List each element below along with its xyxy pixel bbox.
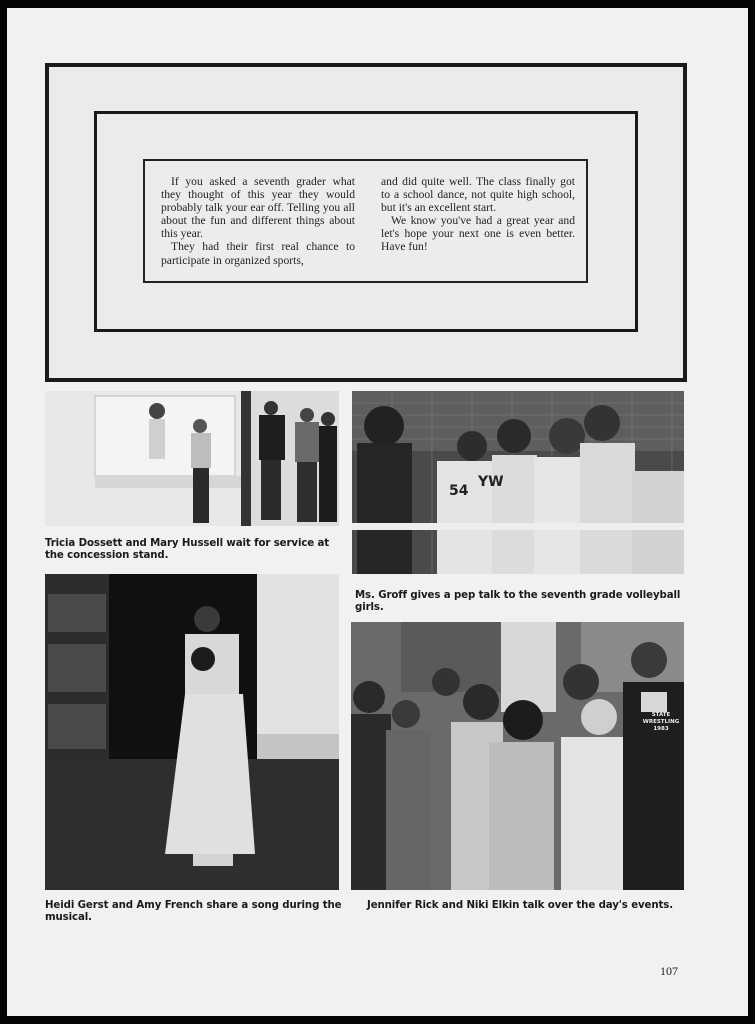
musical-photo — [45, 574, 339, 890]
intro-left-paragraph-1: If you asked a seventh grader what they thought of this year they would probably talk your ear off. Telling you all about the fun and different things about this year. — [161, 175, 355, 241]
intro-right-column — [381, 175, 575, 254]
musical-caption: Heidi Gerst and Amy French share a song during the musical. — [45, 900, 342, 923]
concession-stand-caption: Tricia Dossett and Mary Hussell wait for service at the concession stand. — [45, 538, 330, 561]
page-number: 107 — [660, 964, 678, 978]
volleyball-jersey-letters: YW — [478, 474, 504, 490]
intro-text-box — [143, 159, 588, 283]
intro-left-paragraph-2: They had their first real chance to participate in organized sports, — [161, 240, 355, 267]
students-photo — [351, 622, 684, 890]
students-caption: Jennifer Rick and Niki Elkin talk over the day's events. — [367, 900, 674, 911]
concession-stand-photo — [45, 391, 339, 526]
volleyball-jersey-number: 54 — [449, 483, 469, 499]
intro-right-paragraph-1: and did quite well. The class finally got to a school dance, not quite high school, but it's an excellent start. — [381, 175, 575, 215]
intro-right-paragraph-2: We know you've had a great year and let's hope your next one is even better. Have fun! — [381, 214, 575, 254]
intro-left-column — [161, 175, 355, 267]
students-shirt-text: STATE WRESTLING 1983 — [642, 712, 680, 732]
volleyball-photo — [352, 391, 684, 574]
volleyball-caption: Ms. Groff gives a pep talk to the seventh grade volleyball girls. — [355, 590, 681, 613]
